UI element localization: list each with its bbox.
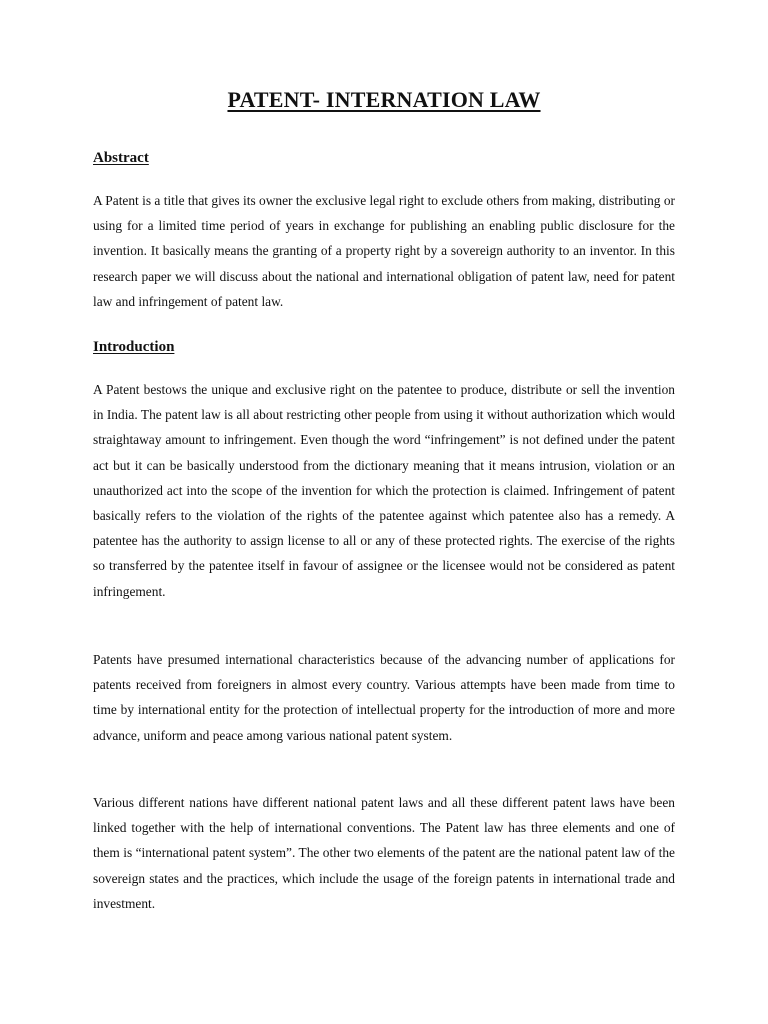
introduction-paragraph-3: Various different nations have different national patent laws and all these different patent laws have been linked together with the help of international conventions. The Patent law has three elements and one of them is “international patent system”. The other two elements of the patent are the national patent law of the sovereign states and the practices, which include the usage of the foreign patents in international trade and investment.	[93, 795, 675, 911]
document-title: PATENT- INTERNATION LAW	[227, 87, 541, 112]
introduction-paragraph-1: A Patent bestows the unique and exclusive right on the patentee to produce, distribute or sell the invention in India. The patent law is all about restricting other people from using it without authorization which would straightaway amount to infringement. Even though the word “infringement” is not defined under the patent act but it can be basically understood from the dictionary meaning that it means intrusion, violation or an unauthorized act into the scope of the invention for which the protection is claimed. Infringement of patent basically refers to the violation of the rights of the patentee against which patentee also has a remedy. A patentee has the authority to assign license to all or any of these protected rights. The exercise of the rights so transferred by the patentee itself in favour of assignee or the licensee would not be considered as patent infringement.	[93, 382, 675, 599]
abstract-paragraph: A Patent is a title that gives its owner the exclusive legal right to exclude others from making, distributing or using for a limited time period of years in exchange for publishing an enabling public disclosure for the invention. It basically means the granting of a property right by a sovereign authority to an inventor. In this research paper we will discuss about the national and international obligation of patent law, need for patent law and infringement of patent law.	[93, 193, 675, 309]
section-heading-abstract: Abstract	[93, 150, 149, 166]
introduction-paragraph-2: Patents have presumed international characteristics because of the advancing number of applications for patents received from foreigners in almost every country. Various attempts have been made from time to time by international entity for the protection of intellectual property for the introduction of more and more advance, uniform and peace among various national patent system.	[93, 652, 675, 743]
section-heading-introduction: Introduction	[93, 339, 175, 355]
